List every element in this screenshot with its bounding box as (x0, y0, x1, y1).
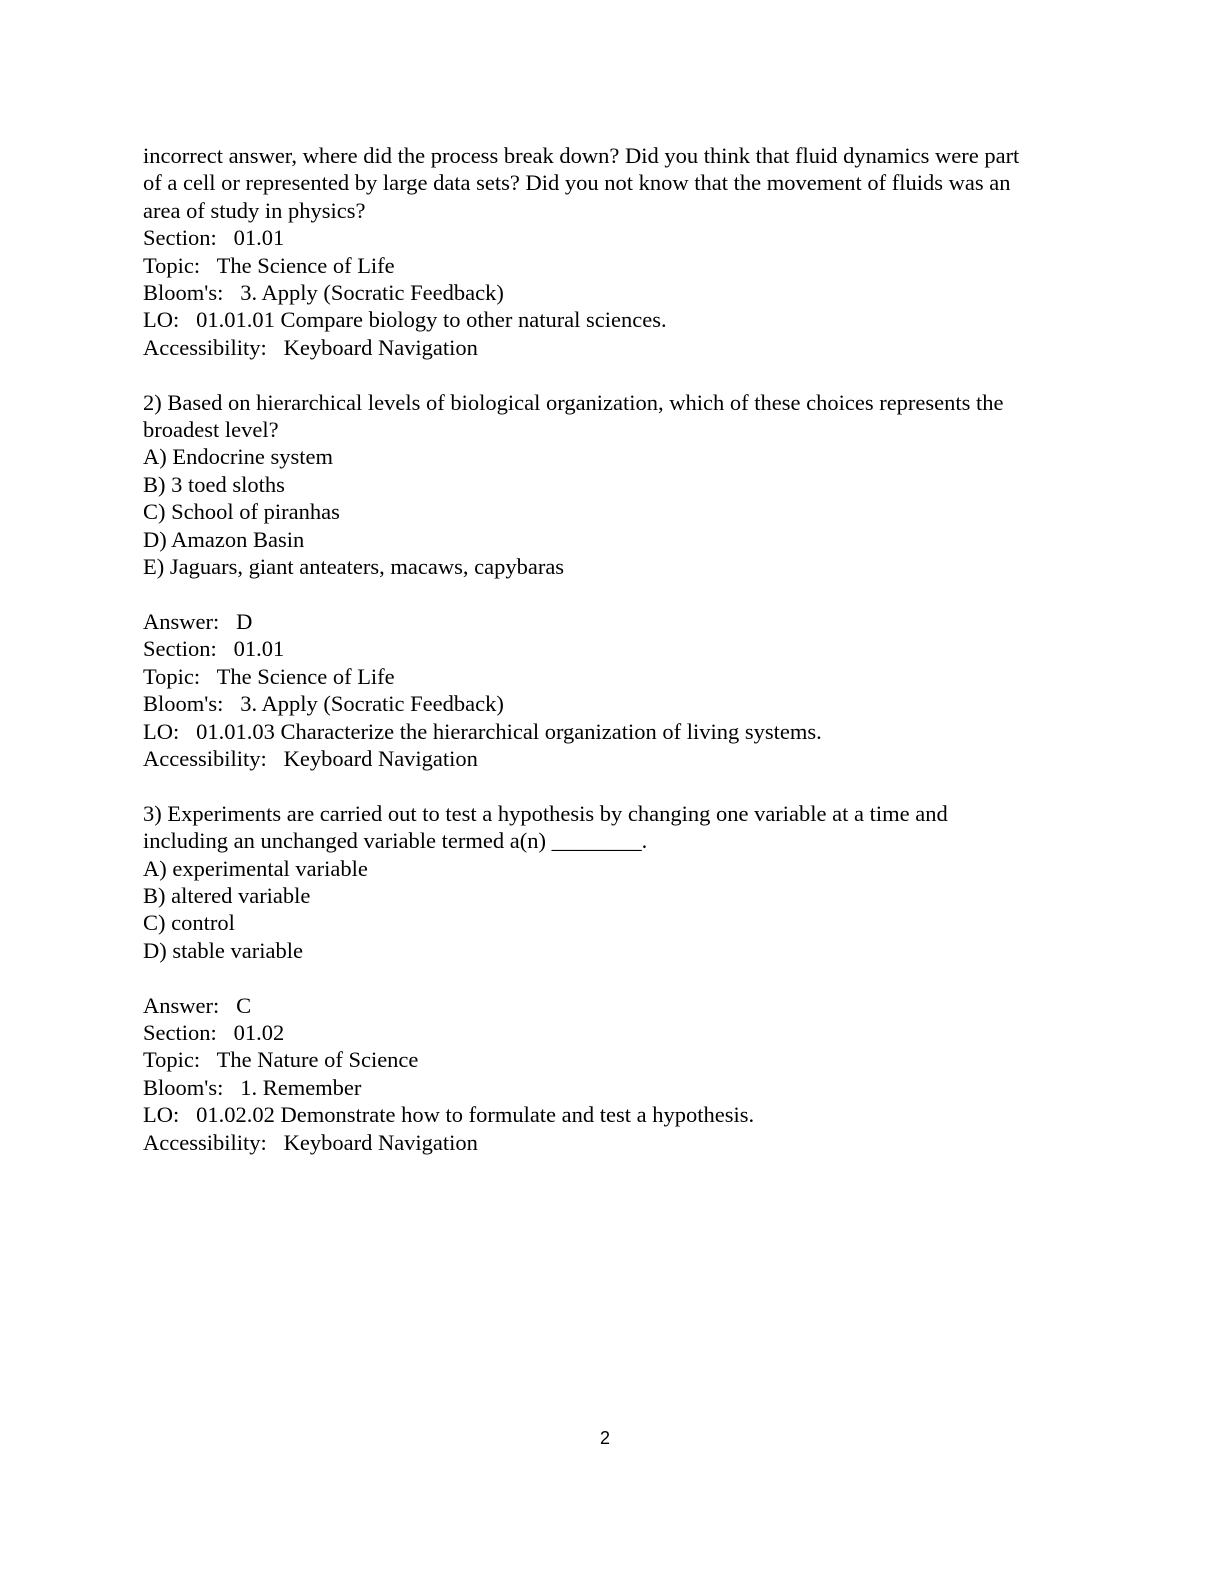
lo-line: LO: 01.01.01 Compare biology to other natural sciences. (143, 307, 667, 333)
topic-line: Topic: The Science of Life (143, 252, 395, 278)
feedback-line: incorrect answer, where did the process break down? Did you think that fluid dynamics were part (143, 143, 1020, 168)
spacer (143, 964, 1083, 991)
lo-line: LO: 01.01.03 Characterize the hierarchical organization of living systems. (143, 718, 822, 744)
accessibility-line: Accessibility: Keyboard Navigation (143, 334, 478, 360)
question-stem-line: including an unchanged variable termed a(n) ________. (143, 828, 648, 854)
question-stem-line: 3) Experiments are carried out to test a hypothesis by changing one variable at a time and (143, 800, 948, 826)
spacer (143, 361, 1083, 388)
lo-line: LO: 01.02.02 Demonstrate how to formulate and test a hypothesis. (143, 1102, 755, 1128)
feedback-line: of a cell or represented by large data sets? Did you not know that the movement of fluids was an (143, 170, 1011, 196)
answer-choice: D) stable variable (143, 937, 303, 963)
spacer (143, 772, 1083, 799)
question-2 (143, 389, 1083, 773)
section-line: Section: 01.01 (143, 225, 285, 251)
document-page (143, 142, 1083, 1156)
answer-choice: B) altered variable (143, 882, 311, 908)
blooms-line: Bloom's: 3. Apply (Socratic Feedback) (143, 691, 504, 717)
feedback-line: area of study in physics? (143, 197, 366, 223)
answer-choice: C) School of piranhas (143, 499, 340, 525)
answer-line: Answer: D (143, 608, 253, 634)
answer-choice: C) control (143, 910, 235, 936)
accessibility-line: Accessibility: Keyboard Navigation (143, 745, 478, 771)
topic-line: Topic: The Nature of Science (143, 1047, 419, 1073)
blooms-line: Bloom's: 3. Apply (Socratic Feedback) (143, 280, 504, 306)
answer-choice: E) Jaguars, giant anteaters, macaws, capybaras (143, 554, 565, 580)
question-3 (143, 800, 1083, 1156)
page-number: 2 (599, 1428, 610, 1448)
answer-choice: A) experimental variable (143, 855, 368, 881)
topic-line: Topic: The Science of Life (143, 663, 395, 689)
answer-choice: A) Endocrine system (143, 444, 333, 470)
blooms-line: Bloom's: 1. Remember (143, 1074, 362, 1100)
question-stem-line: broadest level? (143, 417, 279, 443)
answer-choice: D) Amazon Basin (143, 526, 305, 552)
previous-question-feedback (143, 142, 1083, 361)
section-line: Section: 01.02 (143, 1019, 285, 1045)
answer-choice: B) 3 toed sloths (143, 471, 285, 497)
question-stem-line: 2) Based on hierarchical levels of biological organization, which of these choices represents the (143, 389, 1004, 415)
accessibility-line: Accessibility: Keyboard Navigation (143, 1129, 478, 1155)
section-line: Section: 01.01 (143, 636, 285, 662)
answer-line: Answer: C (143, 992, 252, 1018)
spacer (143, 580, 1083, 607)
